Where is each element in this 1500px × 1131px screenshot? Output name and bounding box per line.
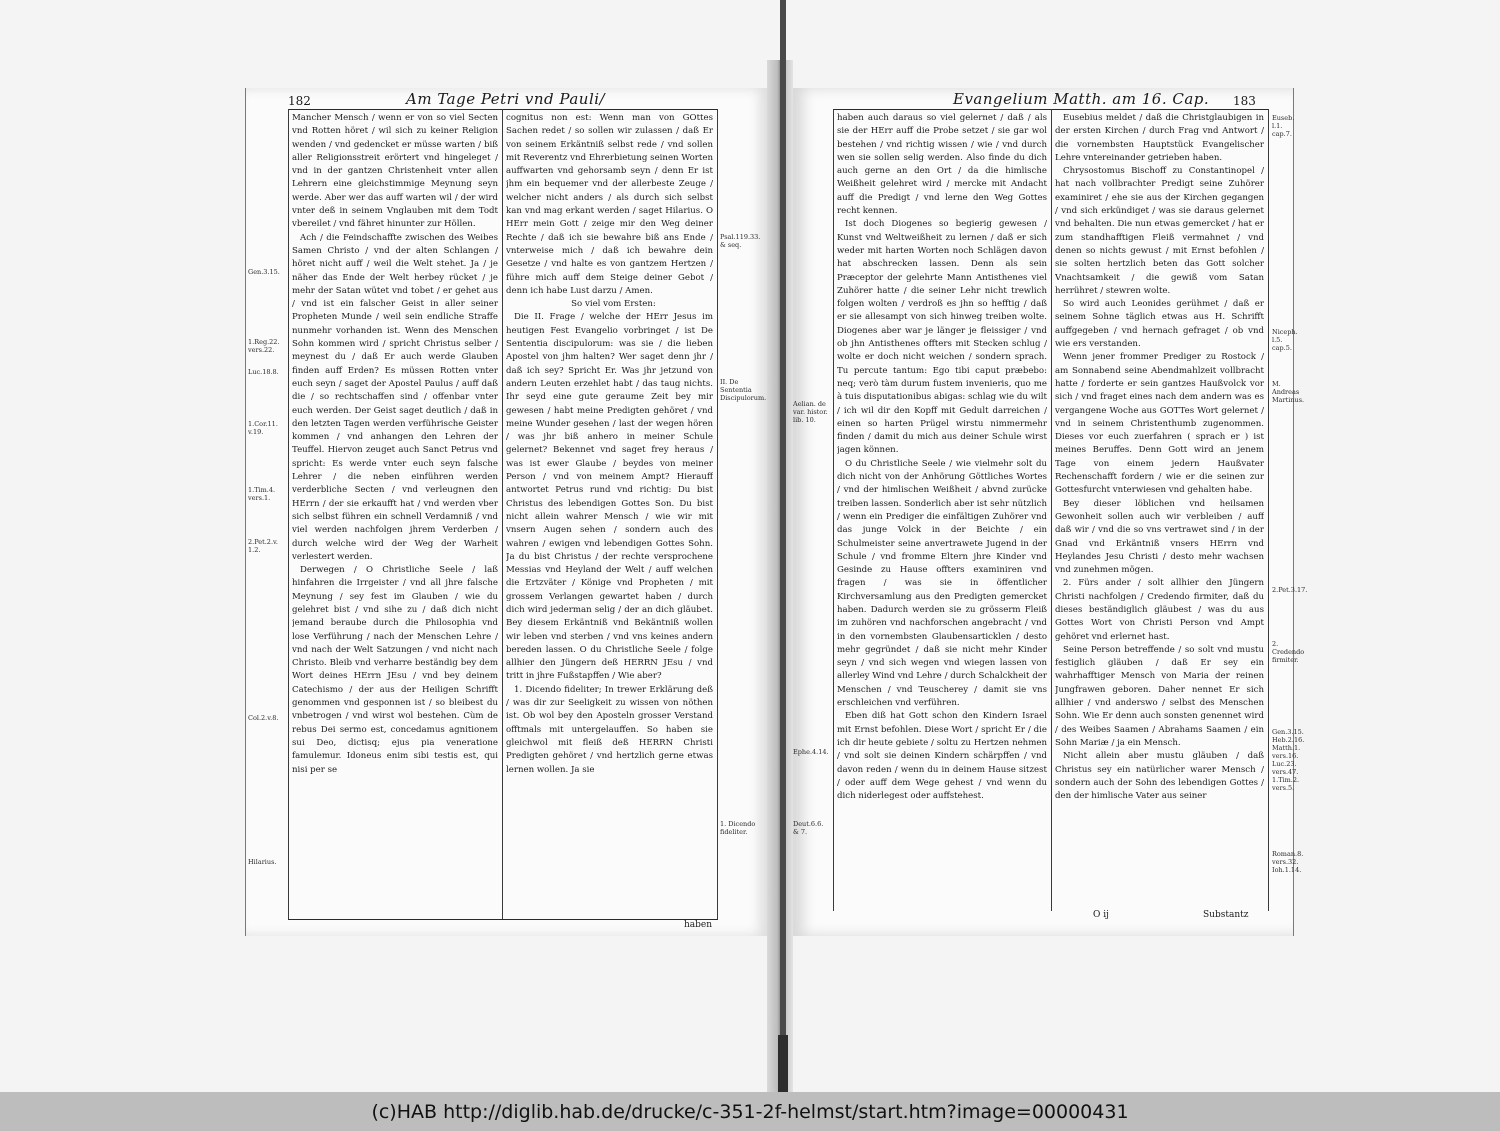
margin-note: 1.Cor.11. v.19. (248, 420, 278, 436)
paragraph: Eben diß hat Gott schon den Kindern Israel mit Ernst befohlen. Diese Wort / spricht Er / die ich dir heute gebiete / soltu zu Hertzen nehmen / vnd solt sie deinen Kindern schärpffen / vnd davon reden / wenn du in deinem Hause sitzest / oder auff dem Wege gehest / vnd wenn du dich niderlegest oder auffstehest. (837, 711, 1047, 802)
paragraph: So wird auch Leonides gerühmet / daß er seinem Sohne täglich etwas aus H. Schrifft auffgegeben / vnd hernach gefraget / ob vnd wie ers verstanden. (1055, 299, 1264, 350)
margin-note: 1. Dicendo fideliter. (720, 820, 756, 836)
left-column-2 (506, 112, 713, 917)
margin-note: Col.2.v.8. (248, 714, 279, 722)
footer-bar (0, 1092, 1500, 1131)
left-footer-rule (288, 919, 718, 920)
margin-note: Deut.6.6. & 7. (793, 820, 824, 836)
left-page-number: 182 (288, 94, 311, 108)
margin-note: 1.Tim.4. vers.1. (248, 486, 276, 502)
margin-note: Roman.8. vers.32. Ioh.1.14. (1272, 850, 1304, 874)
margin-note: Gen.3.15. Heb.2.16. Matth.1. vers.16. Luc.23. vers.47. 1.Tim.2. vers.5. (1272, 728, 1305, 792)
margin-note: 2.Pet.2.v. 1.2. (248, 538, 278, 554)
margin-note: Psal.119.33. & seq. (720, 233, 761, 249)
paragraph: Nicht allein aber mustu gläuben / daß Christus sey ein natürlicher warer Mensch / sondern auch der Sohn des lebendigen Gottes / den der himlische Vater aus seiner (1055, 751, 1264, 802)
left-catchword: haben (684, 920, 713, 930)
margin-note: 1.Reg.22. vers.22. (248, 338, 280, 354)
paragraph: Ist doch Diogenes so begierig gewesen / Kunst vnd Weltweißheit zu lernen / daß er sich weder mit harten Worten noch Schlägen davon hat abschrecken lassen. Denn als sein Præceptor der gelehrte Mann Antisthenes viel Zuhörer hatte / die seiner Lehr nicht trewlich folgen wolten / verdroß es jhn so hefftig / daß er sie allesampt von sich hinweg treiben wolte. Diogenes aber war je länger je fleissiger / vnd ob jhn Antisthenes offters mit Stecken schlug / wolte er doch nicht weichen / sondern sprach. Tu percute tantum: Ego tibi caput præbebo: neq; verò tàm durum fustem invenieris, quo me à tuis disputationibus abigas: schlag wie du wilt / ich wil dir den Kopff mit Gedult darreichen / einen so harten Prügel wirstu nimmermehr finden / damit du mich aus deiner Schule wirst jagen können. (837, 219, 1047, 456)
paragraph: Wenn jener frommer Prediger zu Rostock / am Sonnabend seine Abendmahlzeit vollbracht hatte / forderte er sein gantzes Haußvolck vor sich / vnd fraget eines nach dem andern was es vergangene Woche aus GOTTes Wort gelernet / vnd in seinem Christenthumb zugenommen. Dieses vor euch zuerfahren ( sprach er ) ist meines Beruffes. Denn Gott wird an jenem Tage von einem jedern Haußvater Rechenschafft fordern / wie er die seinen zur Gottesfurcht vnterwiesen vnd gehalten habe. (1055, 352, 1264, 496)
right-inner-rule (833, 109, 834, 911)
margin-note: 2. Credendo firmiter. (1272, 640, 1305, 664)
margin-note: Niceph. l.5. cap.5. (1272, 328, 1298, 352)
margin-note: Luc.18.8. (248, 368, 279, 376)
paragraph: Ach / die Feindschaffte zwischen des Weibes Samen Christo / vnd der alten Schlangen / höret nicht auff / weil die Welt stehet. Ja / je näher das Ende der Welt herbey rücket / je mehr der Satan wütet vnd tobet / er gehet aus / vnd ist ein falscher Geist in aller seiner Propheten Munde / weil sein endliche Straffe nunmehr vorhanden ist. Wenn des Menschen Sohn kommen wird / spricht Christus selber / meynest du / daß Er auch werde Glauben finden auff Erden? Es müssen Rotten vnter euch seyn / saget der Apostel Paulus / auff daß die / so rechtschaffen sind / offenbar vnter euch werden. Der Geist saget deutlich / daß in den letzten Tagen werden verführische Geister kommen / vnd anhangen den Lehren der Teuffel. Hiervon zeuget auch Sanct Petrus vnd spricht: Es werde vnter euch seyn falsche Lehrer / die neben einführen werden verderbliche Secten / vnd verleugnen den HErrn / der sie erkaufft hat / vnd werden vber sich selbst führen ein schnell Verdamniß / vnd viel werden nachfolgen jhrem Verderben / durch welche wird der Weg der Warheit verlestert werden. (292, 232, 498, 562)
margin-note: Ephe.4.14. (793, 748, 829, 756)
book-spine-bottom (778, 1035, 788, 1092)
margin-note: Euseb. l.1. cap.7. (1272, 114, 1295, 138)
margin-note: Hilarius. (248, 858, 277, 866)
right-page (793, 88, 1308, 936)
left-column-divider (502, 109, 503, 919)
paragraph: Chrysostomus Bischoff zu Constantinopel / hat nach vollbrachter Predigt seine Zuhörer examiniret / ehe sie aus der Kirchen gegangen / vnd sich erkündiget / was sie daraus gelernet vnd behalten. Die nun etwas gemercket / hat er zum standhafftigen Fleiß vermahnet / vnd denen so nichts gewust / mit Ernst befohlen / sie solten hertzlich beten das Gott solcher Vnachtsamkeit / die gewiß vom Satan herrühret / stewren wolte. (1055, 166, 1264, 296)
margin-note: Aelian. de var. histor. lib. 10. (793, 400, 828, 424)
paragraph: O du Christliche Seele / wie vielmehr solt du dich nicht von der Anhörung Göttliches Wortes / vnd der himlischen Weißheit / abvnd zurücke treiben lassen. Sonderlich aber ist sehr nützlich / wenn ein Prediger die einfältigen Zuhörer vnd das junge Volck in der Beichte / ein Schulmeister seine anvertrawete Jugend in der Schule / vnd fromme Eltern jhre Kinder vnd Gesinde zu Hause offters examiniren vnd fragen / was sie in öffentlicher Kirchversamlung aus den Predigten gemercket haben. Dadurch werden sie zu grösserm Fleiß im zuhören vnd nachforschen angebracht / vnd in den vornembsten Glaubensarticklen / desto mehr gegründet / daß sie nicht mehr Kinder seyn / vnd sich wegen vnd wiegen lassen von allerley Wind vnd Lehre / durch Schalckheit der Menschen / vnd Teuscherey / damit sie vns erschleichen vnd verführen. (837, 458, 1047, 709)
right-column-1 (837, 112, 1047, 909)
right-column-divider (1051, 109, 1052, 911)
paragraph: Eusebius meldet / daß die Christglaubigen in der ersten Kirchen / durch Frag vnd Antwort / die vornembsten Hauptstück Evangelischer Lehre vntereinander getrieben haben. (1055, 113, 1264, 163)
paragraph: 2. Fürs ander / solt allhier den Jüngern Christi nachfolgen / Credendo firmiter, daß du dieses beständiglich gläubest / was du aus Gottes Wort von Christi Person vnd Ampt gehöret vnd erlernet hast. (1055, 578, 1264, 642)
margin-note: M. Andreas Martinus. (1272, 380, 1305, 404)
paragraph: Bey dieser löblichen vnd heilsamen Gewonheit sollen auch wir verbleiben / auff daß wir / vnd die so vns vertrawet sind / in der Gnad vnd Erkäntniß vnsers HErrn vnd Heylandes Jesu Christi / desto mehr wachsen vnd zunehmen mögen. (1055, 498, 1264, 576)
left-outer-rule (288, 109, 289, 919)
left-header-rule (288, 109, 718, 110)
margin-note: 2.Pet.3.17. (1272, 586, 1308, 594)
paragraph: Die II. Frage / welche der HErr Jesus im heutigen Fest Evangelio vorbringet / ist De Sententia discipulorum: was sie / die lieben Apostel von jhm halten? Wer saget denn jhr / daß ich sey? Spricht Er. Was jhr jetzund von andern Leuten erzehlet habt / das taug nichts. Ihr seyd eine gute geraume Zeit bey mir gewesen / habt meine Predigten gehöret / vnd meine Wunder gesehen / last der wegen hören / was jhr biß anhero in meiner Schule gelernet? Bekennet vnd saget frey heraus / was ist ewer Glaube / beydes von meiner Person / vnd von meinem Ampt? Hierauff antwortet Petrus rund vnd richtig: Du bist Christus des lebendigen Gottes Son. Du bist nicht allein wahrer Mensch / wie wir mit vnsern Augen sehen / sondern auch des wahren / ewigen vnd lebendigen Gottes Sohn. Ja du bist Christus / der rechte versprochene Messias vnd Heyland der Welt / auff welchen die Ertzväter / Könige vnd Propheten / mit grossem Verlangen gewartet haben / durch dich wird jederman selig / der an dich gläubet. Bey diesem Erkäntniß vnd Bekäntniß wollen wir leben vnd sterben / vnd vns keines andern bereden lassen. O du Christliche Seele / folge allhier den Jüngern deß HERRN JEsu / vnd tritt in jhre Fußstapffen / Wie aber? (506, 312, 713, 682)
footer-credit: (c)HAB http://diglib.hab.de/drucke/c-351-2f-helmst/start.htm?image=00000431 (371, 1101, 1129, 1123)
paragraph: Derwegen / O Christliche Seele / laß hinfahren die Irrgeister / vnd all jhre falsche Meynung / sey fest im Glauben / wie du gelehret bist / vnd sihe zu / daß dich nicht jemand beraube durch die Philosophia vnd lose Verführung / nach der Menschen Lehre / vnd nach der Welt Satzungen / vnd nicht nach Christo. Bleib vnd verharre beständig bey dem Wort deines HErrn JEsu / vnd bey deinem Catechismo / der aus der Heiligen Schrifft genommen vnd gesponnen ist / so bleibest du vnbetrogen / vnd wirst wol bestehen. Cùm de rebus Dei sermo est, concedamus agnitionem sui Deo, dictisq; ejus pia veneratione famulemur. Idoneus enim sibi testis est, qui nisi per se (292, 565, 498, 775)
left-column-1 (292, 112, 498, 917)
paragraph: Seine Person betreffende / so solt vnd mustu festiglich gläuben / daß Er sey ein wahrhafftiger Mensch von Maria der reinen Jungfrawen geboren. Daher nennet Er sich allhier / vnd anderswo / selbst des Menschen Sohn. Wie Er denn auch sonsten genennet wird / des Weibes Saamen / Abrahams Saamen / ein Sohn Mariæ / ja ein Mensch. (1055, 644, 1264, 748)
right-running-head: Evangelium Matth. am 16. Cap. (953, 90, 1210, 108)
left-inner-rule (717, 109, 718, 919)
paragraph: haben auch daraus so viel gelernet / daß / als sie der HErr auff die Probe setzet / sie gar wol bestehen / vnd richtig wissen / wie / vnd durch wen sie sollen selig werden. Also finde du dich auch gerne an den Ort / da die himlische Weißheit gelehret wird / mercke mit Andacht auff die Predigt / vnd lerne den Weg Gottes recht kennen. (837, 113, 1047, 217)
paragraph: Mancher Mensch / wenn er von so viel Secten vnd Rotten höret / wil sich zu keiner Religion wenden / vnd gedencket er müsse warten / biß aller Religionsstreit erörtert vnd hingeleget / vnd in der gantzen Christenheit vnter allen Lehrern eine gleichstimmige Meynung seyn werde. Aber wer das auff warten wil / der wird vnter deß in seinem Vnglauben mit dem Todt vbereilet / vnd fähret hinunter zur Höllen. (292, 113, 498, 230)
right-column-2 (1055, 112, 1264, 909)
book-spine (780, 0, 786, 1092)
margin-note: Gen.3.15. (248, 268, 280, 276)
right-page-number: 183 (1233, 94, 1256, 108)
right-signature: O ij (1093, 910, 1109, 920)
margin-note: II. De Sententia Discipulorum. (720, 378, 767, 402)
paragraph: cognitus non est: Wenn man von GOttes Sachen redet / so sollen wir zulassen / daß Er von seinem Erkäntniß selbst rede / vnd sollen mit Reverentz vnd Ehrerbietung seinen Worten auffwarten vnd gehorsamb seyn / denn Er ist jhm ein bequemer vnd der allerbeste Zeuge / welcher nicht anders / als durch sich selbst kan vnd mag erkant werden / saget Hilarius. O HErr mein Gott / zeige mir den Weg deiner Rechte / daß ich sie bewahre biß ans Ende / vnterweise mich / daß ich bewahre dein Gesetze / vnd halte es von gantzem Hertzen / führe mich auff dem Steige deiner Gebot / denn ich habe Lust darzu / Amen. (506, 113, 713, 296)
section-end: So viel vom Ersten: (571, 299, 656, 310)
right-catchword: Substantz (1203, 910, 1249, 920)
right-outer-rule (1268, 109, 1269, 911)
left-running-head: Am Tage Petri vnd Pauli/ (406, 90, 606, 108)
paragraph: 1. Dicendo fideliter; In trewer Erklärung deß / was dir zur Seeligkeit zu wissen von nöthen ist. Ob wol bey den Aposteln grosser Verstand offtmals mit untergelauffen. So haben sie gleichwol mit fleiß deß HERRN Christi Predigten gehöret / vnd hertzlich gerne etwas lernen wollen. Ja sie (506, 684, 713, 775)
left-page (245, 88, 768, 936)
